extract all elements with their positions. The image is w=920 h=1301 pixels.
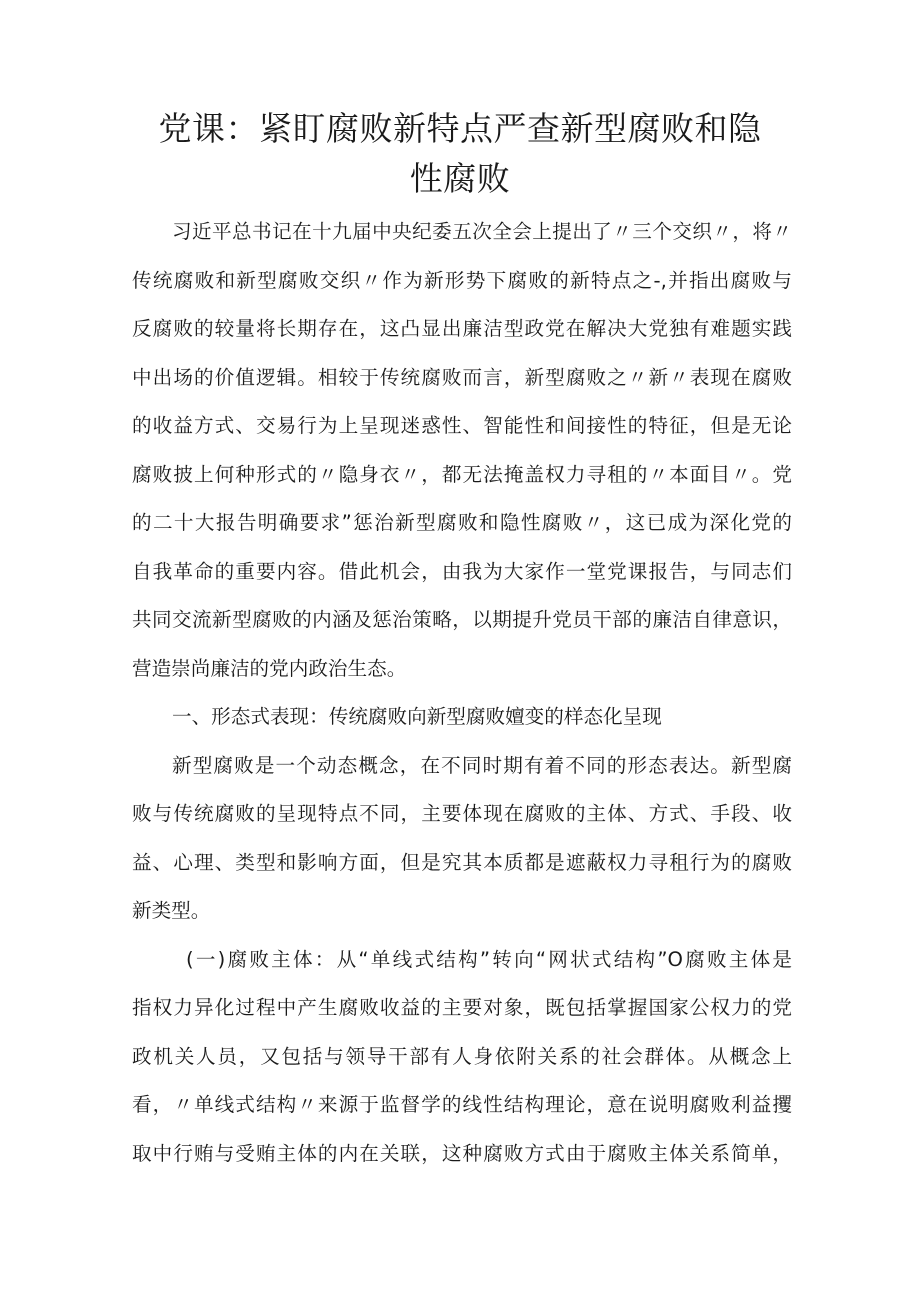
body-line: 指权力异化过程中产生腐败收益的主要对象，既包括掌握国家公权力的党 (132, 996, 792, 1019)
title-line-1: 党课：紧盯腐败新特点严查新型腐败和隐 (158, 109, 762, 148)
title-line-2: 性腐败 (409, 159, 511, 198)
body-line: 传统腐败和新型腐败交织〃作为新形势下腐败的新特点之-,并指出腐败与 (132, 268, 792, 292)
body-line: 营造崇尚廉洁的党内政治生态。 (132, 656, 407, 680)
body-line: 败与传统腐败的呈现特点不同，主要体现在腐败的主体、方式、手段、收 (132, 802, 792, 825)
body-line: 的二十大报告明确要求”惩治新型腐败和隐性腐败〃，这已成为深化党的 (132, 511, 792, 534)
body-line: 习近平总书记在十九届中央纪委五次全会上提出了〃三个交织〃，将〃 (172, 220, 792, 243)
document-title (130, 104, 790, 204)
body-line: 共同交流新型腐败的内涵及惩治策略，以期提升党员干部的廉洁自律意识， (132, 608, 792, 631)
body-line: 新型腐败是一个动态概念，在不同时期有着不同的形态表达。新型腐 (172, 753, 792, 777)
body-line: 看，〃单线式结构〃来源于监督学的线性结构理论，意在说明腐败利益攫 (132, 1093, 792, 1116)
body-line: 新类型。 (132, 899, 211, 922)
body-line: 益、心理、类型和影响方面，但是究其本质都是遮蔽权力寻租行为的腐败 (132, 850, 792, 874)
body-line: (一)腐败主体：从“单线式结构”转向“网状式结构”O腐败主体是 (186, 947, 792, 971)
body-line: 反腐败的较量将长期存在，这凸显出廉洁型政党在解决大党独有难题实践 (132, 317, 792, 340)
body-line: 取中行贿与受贿主体的内在关联，这种腐败方式由于腐败主体关系简单， (132, 1141, 792, 1165)
body-line: 一、形态式表现：传统腐败向新型腐败嬗变的样态化呈现 (172, 705, 662, 728)
body-line: 的收益方式、交易行为上呈现迷惑性、智能性和间接性的特征，但是无论 (132, 414, 792, 437)
body-line: 政机关人员，又包括与领导干部有人身依附关系的社会群体。从概念上 (132, 1044, 792, 1068)
document-body (132, 208, 792, 1178)
body-line: 中出场的价值逻辑。相较于传统腐败而言，新型腐败之〃新〃表现在腐败 (132, 365, 792, 389)
body-line: 自我革命的重要内容。借此机会，由我为大家作一堂党课报告，与同志们 (132, 559, 792, 583)
body-line: 腐败披上何种形式的〃隐身衣〃，都无法掩盖权力寻租的〃本面目〃。党 (132, 462, 792, 486)
